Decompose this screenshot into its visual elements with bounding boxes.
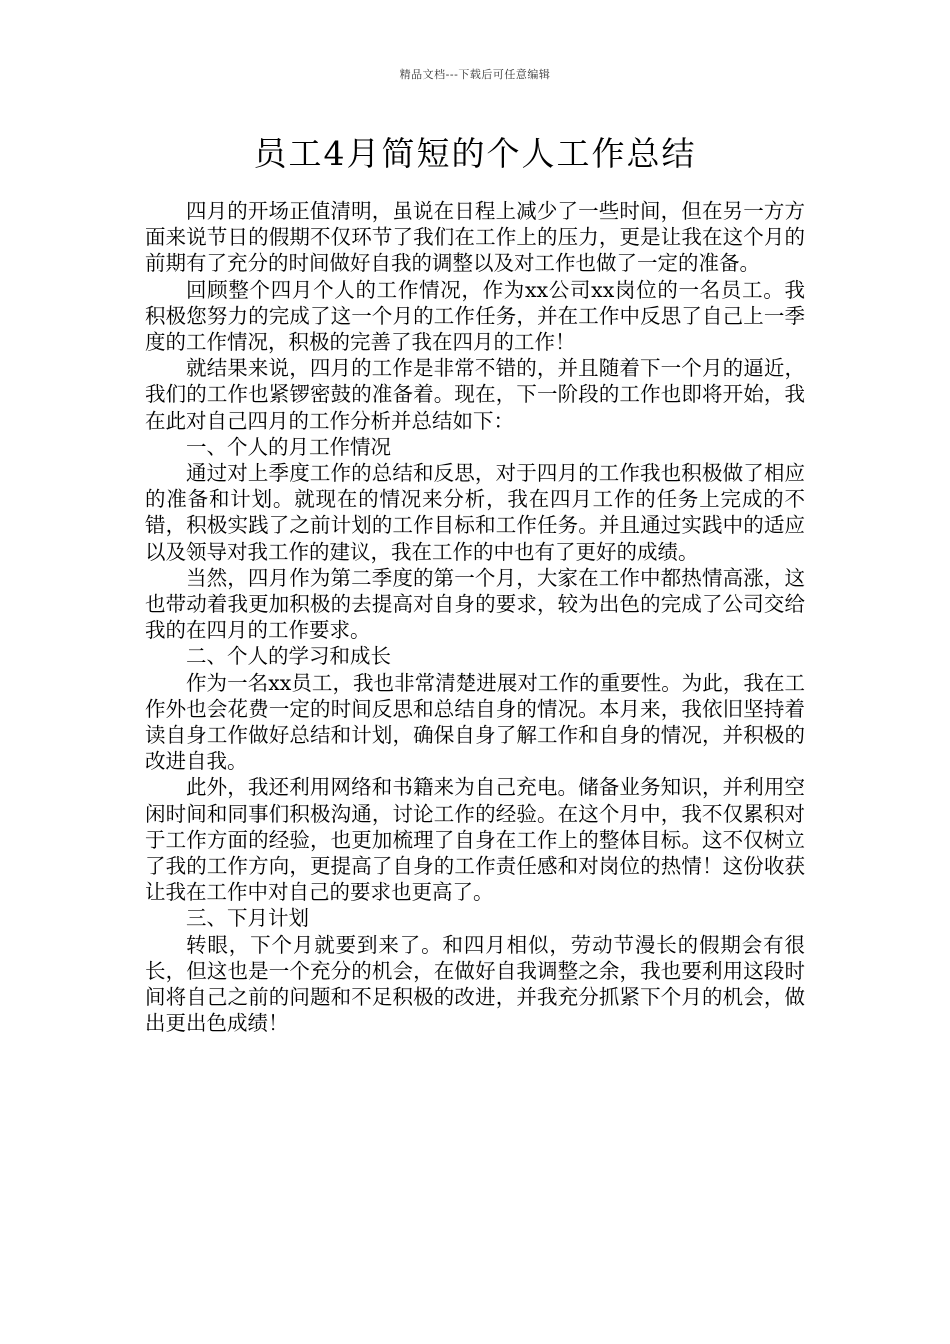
paragraph-intro: 四月的开场正值清明，虽说在日程上减少了一些时间，但在另一方方面来说节日的假期不仅环节了我们在工作上的压力，更是让我在这个月的前期有了充分的时间做好自我的调整以及对工作也做了一定的准备。	[145, 199, 805, 276]
paragraph-section-1-b: 当然，四月作为第二季度的第一个月，大家在工作中都热情高涨，这也带动着我更加积极的去提高对自身的要求，较为出色的完成了公司交给我的在四月的工作要求。	[145, 565, 805, 643]
paragraph-review: 回顾整个四月个人的工作情况，作为xx公司xx岗位的一名员工。我积极您努力的完成了这一个月的工作任务，并在工作中反思了自己上一季度的工作情况，积极的完善了我在四月的工作！	[145, 277, 805, 355]
section-heading-2: 二、个人的学习和成长	[186, 644, 391, 669]
paragraph-section-2-b: 此外，我还利用网络和书籍来为自己充电。储备业务知识，并利用空闲时间和同事们积极沟通，讨论工作的经验。在这个月中，我不仅累积对于工作方面的经验，也更加梳理了自身在工作上的整体目标。这不仅树立了我的工作方向，更提高了自身的工作责任感和对岗位的热情！这份收获让我在工作中对自己的要求也更高了。	[145, 775, 805, 905]
section-heading-1: 一、个人的月工作情况	[186, 434, 391, 459]
document-title: 员工4月简短的个人工作总结	[253, 134, 697, 173]
paragraph-section-3: 转眼，下个月就要到来了。和四月相似，劳动节漫长的假期会有很长，但这也是一个充分的机会，在做好自我调整之余，我也要利用这段时间将自己之前的问题和不足积极的改进，并我充分抓紧下个月的机会，做出更出色成绩！	[145, 932, 805, 1036]
paragraph-section-1-a: 通过对上季度工作的总结和反思，对于四月的工作我也积极做了相应的准备和计划。就现在的情况来分析，我在四月工作的任务上完成的不错，积极实践了之前计划的工作目标和工作任务。并且通过实践中的适应以及领导对我工作的建议，我在工作的中也有了更好的成绩。	[145, 461, 805, 564]
document-body	[145, 198, 805, 1037]
page-header-note: 精品文档---下载后可任意编辑	[399, 68, 551, 81]
paragraph-summary-lead: 就结果来说，四月的工作是非常不错的，并且随着下一个月的逼近，我们的工作也紧锣密鼓的准备着。现在，下一阶段的工作也即将开始，我在此对自己四月的工作分析并总结如下：	[145, 356, 805, 433]
section-heading-3: 三、下月计划	[186, 906, 309, 931]
paragraph-section-2-a: 作为一名xx员工，我也非常清楚进展对工作的重要性。为此，我在工作外也会花费一定的时间反思和总结自身的情况。本月来，我依旧坚持着读自身工作做好总结和计划，确保自身了解工作和自身的情况，并积极的改进自我。	[145, 670, 805, 774]
